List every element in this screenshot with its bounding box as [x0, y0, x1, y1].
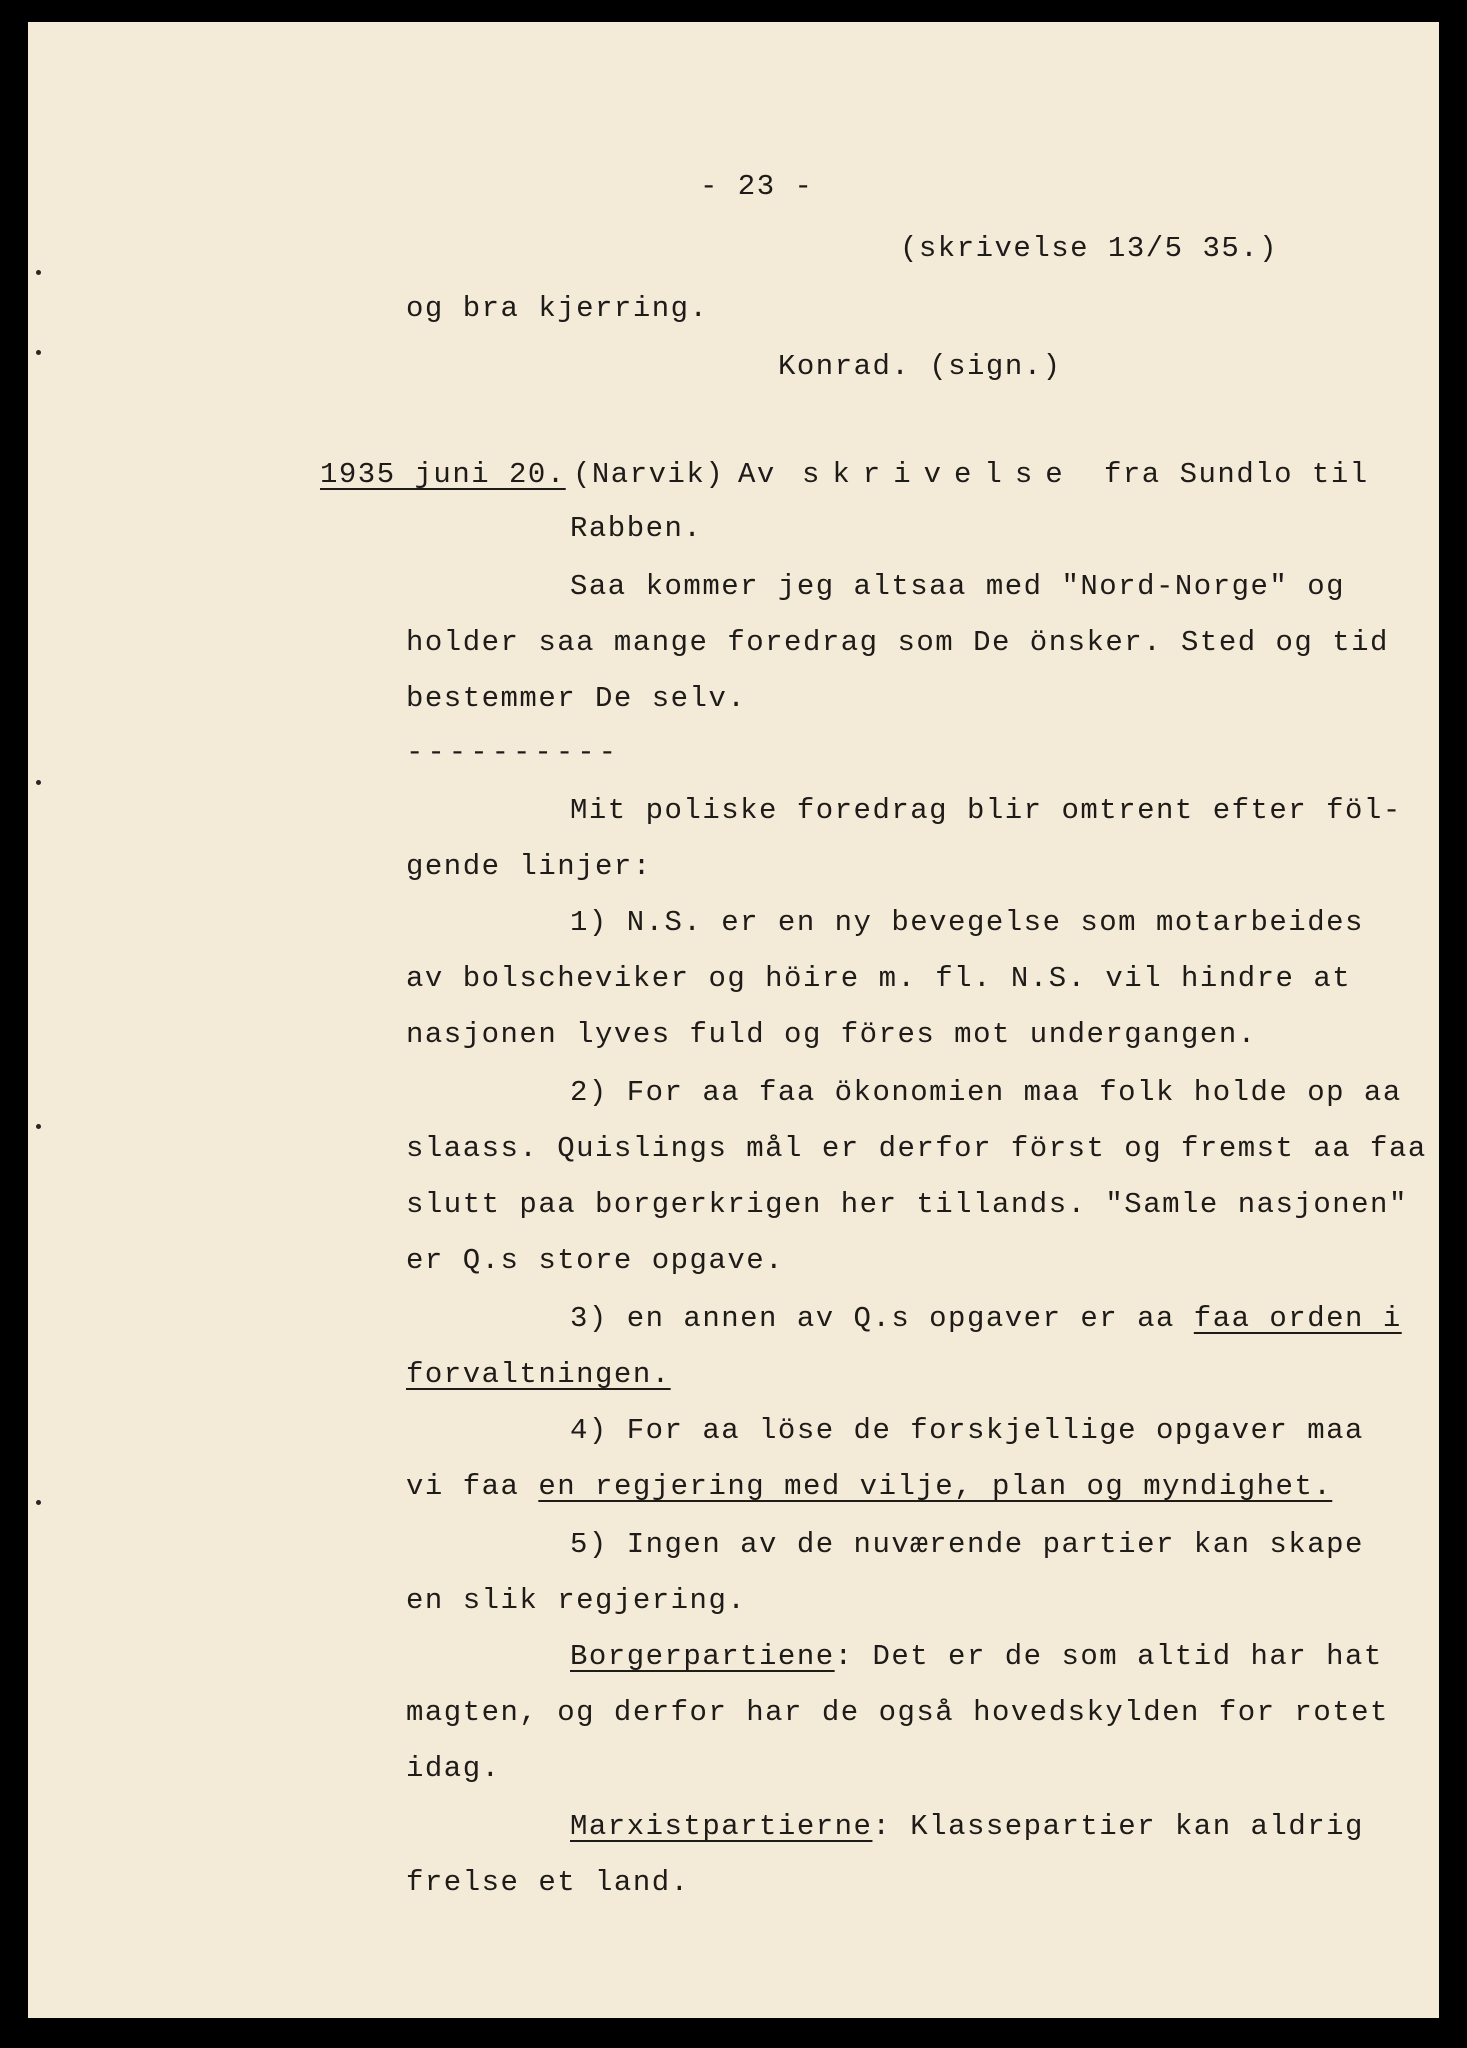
point-4-line: 4) For aa löse de forskjellige opgaver maa — [570, 1414, 1364, 1447]
borger-line — [570, 1642, 1383, 1671]
point-1-line: av bolscheviker og höire m. fl. N.S. vil hindre at — [406, 962, 1352, 995]
point-2-line: slutt paa borgerkrigen her tillands. "Samle nasjonen" — [406, 1188, 1408, 1221]
point-3-line — [570, 1304, 1402, 1333]
margin-mark — [36, 780, 41, 785]
margin-mark — [36, 1124, 41, 1129]
body-line: holder saa mange foredrag som De önsker. Sted og tid — [406, 626, 1389, 659]
lecture-intro-line: gende linjer: — [406, 850, 652, 883]
document-reference: (skrivelse 13/5 35.) — [900, 232, 1279, 265]
entry-av: Av — [738, 458, 776, 491]
separator-line: ---------- — [406, 736, 621, 769]
marx-text: : Klassepartier kan aldrig — [872, 1810, 1364, 1843]
marx-label: Marxistpartierne — [570, 1810, 873, 1843]
margin-mark — [36, 1500, 41, 1505]
point-4-underlined: en regjering med vilje, plan og myndighet. — [538, 1470, 1333, 1503]
point-4-prefix: vi faa — [406, 1470, 539, 1503]
entry-from-to: fra Sundlo til — [1104, 458, 1369, 491]
signature-line: Konrad. (sign.) — [778, 350, 1062, 383]
body-line: bestemmer De selv. — [406, 682, 747, 715]
entry-date: 1935 juni 20. — [320, 458, 566, 491]
point-3-underlined-cont: forvaltningen. — [406, 1358, 671, 1391]
borger-label: Borgerpartiene — [570, 1640, 835, 1673]
borger-text: : Det er de som altid har hat — [834, 1640, 1383, 1673]
marx-line: frelse et land. — [406, 1866, 690, 1899]
point-2-line: er Q.s store opgave. — [406, 1244, 785, 1277]
point-1-line: nasjonen lyves fuld og föres mot undergangen. — [406, 1018, 1257, 1051]
document-page — [28, 22, 1439, 2018]
page-number: - 23 - — [700, 170, 814, 203]
borger-line: idag. — [406, 1752, 501, 1785]
closing-line: og bra kjerring. — [406, 292, 709, 325]
entry-place: (Narvik) — [573, 458, 725, 491]
point-3-text: 3) en annen av Q.s opgaver er aa — [570, 1302, 1194, 1335]
entry-recipient: Rabben. — [570, 512, 703, 545]
point-2-line: slaass. Quislings mål er derfor först og fremst aa faa — [406, 1132, 1427, 1165]
entry-type: skrivelse — [802, 458, 1076, 491]
point-5-line: 5) Ingen av de nuværende partier kan skape — [570, 1528, 1364, 1561]
point-5-line: en slik regjering. — [406, 1584, 747, 1617]
lecture-intro-line: Mit poliske foredrag blir omtrent efter föl- — [570, 794, 1402, 827]
point-2-line: 2) For aa faa ökonomien maa folk holde op aa — [570, 1076, 1402, 1109]
marx-line — [570, 1812, 1364, 1841]
borger-line: magten, og derfor har de også hovedskylden for rotet — [406, 1696, 1389, 1729]
point-4-line — [406, 1472, 1332, 1501]
margin-mark — [36, 350, 41, 355]
point-1-line: 1) N.S. er en ny bevegelse som motarbeides — [570, 906, 1364, 939]
margin-mark — [36, 270, 41, 275]
point-3-underlined: faa orden i — [1193, 1302, 1402, 1335]
body-line: Saa kommer jeg altsaa med "Nord-Norge" og — [570, 570, 1346, 603]
